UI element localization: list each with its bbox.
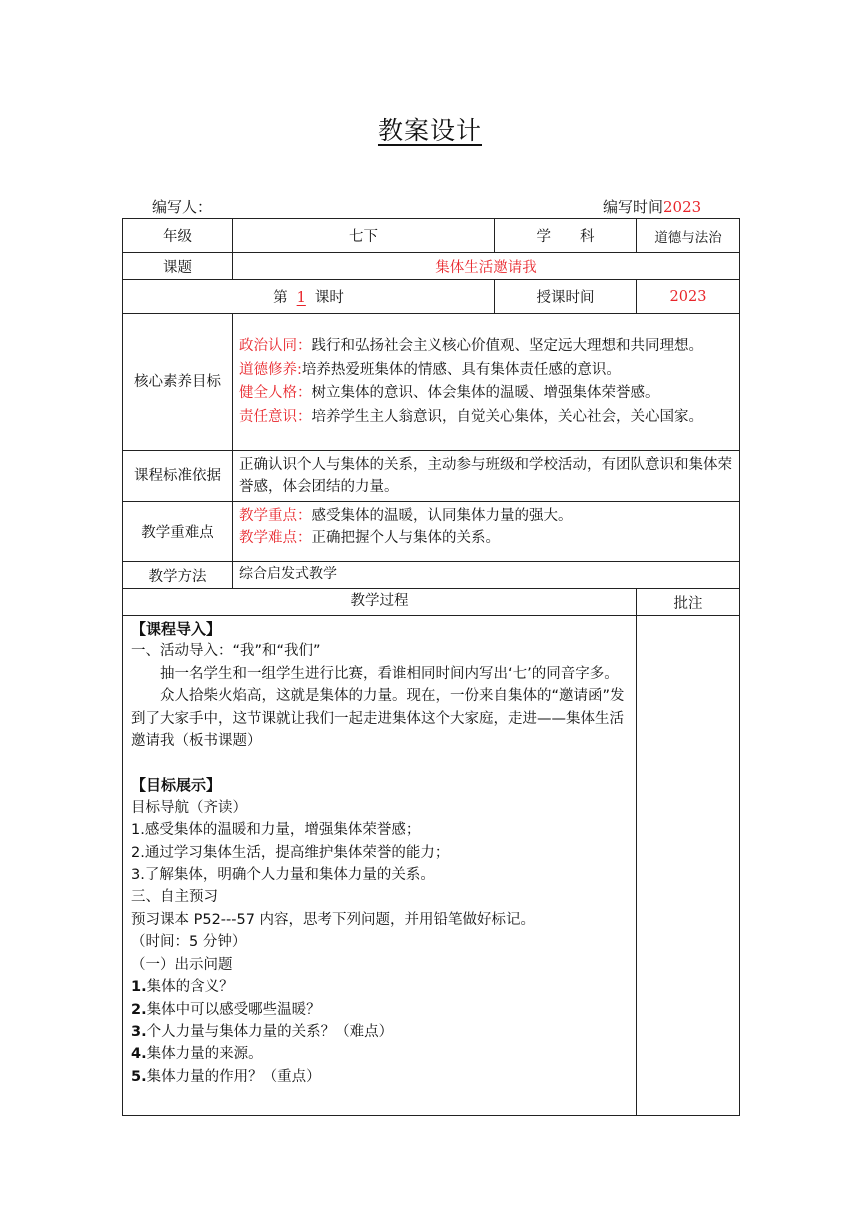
core-item-key: 责任意识：: [239, 408, 312, 425]
core-item: [239, 406, 733, 430]
goal-item: 3.了解集体，明确个人力量和集体力量的关系。: [131, 867, 435, 884]
difficulty-label: 教学难点：: [239, 530, 312, 546]
grade-label: 年级: [123, 219, 233, 253]
lesson-row: [123, 280, 740, 314]
goal-item: 1.感受集体的温暖和力量，增强集体荣誉感；: [131, 822, 421, 839]
question-number: 4.: [131, 1046, 147, 1063]
topic-value: 集体生活邀请我: [233, 253, 740, 280]
author-label: 编写人：: [152, 198, 213, 216]
key-point-label: 教学重点：: [239, 508, 312, 524]
core-item: [239, 359, 733, 383]
date-value: 2023: [663, 198, 702, 216]
key-point-text: 感受集体的温暖，认同集体力量的强大。: [311, 508, 573, 524]
goal-item: 2.通过学习集体生活，提高维护集体荣誉的能力；: [131, 844, 450, 861]
intro-paragraph: 抽一名学生和一组学生进行比赛，看谁相同时间内写出‘七’的同音字多。: [160, 665, 619, 682]
keypoints-row: [123, 502, 740, 562]
date-field: [603, 196, 701, 217]
keypoints-content: [233, 502, 740, 562]
notes-cell: [637, 616, 740, 1116]
question-item: [131, 976, 628, 998]
core-item-key: 健全人格：: [239, 385, 312, 401]
notes-label: 批注: [637, 589, 740, 616]
key-point: [239, 505, 733, 527]
subject-label: 学 科: [495, 219, 637, 253]
questions-heading: （一）出示问题: [131, 956, 233, 973]
core-row: [123, 314, 740, 451]
core-label: 核心素养目标: [123, 314, 233, 451]
question-item: [131, 1021, 628, 1043]
question-text: 集体的含义？: [146, 979, 234, 996]
question-number: 3.: [131, 1023, 147, 1040]
intro-paragraph: 众人拾柴火焰高，这就是集体的力量。现在，一份来自集体的“邀请函”发到了大家手中，这节课就让我们一起走进集体这个大家庭，走进——集体生活邀请我（板书课题）: [131, 688, 625, 750]
date-label: 编写时间: [603, 198, 664, 216]
core-item-text: 培养热爱班集体的情感、具有集体责任感的意识。: [301, 361, 621, 378]
lesson-number: 1: [296, 290, 306, 306]
question-number: 2.: [131, 1001, 147, 1018]
preview-time: （时间：5 分钟）: [131, 934, 247, 951]
page-title: 教案设计: [377, 116, 482, 145]
core-item: [239, 382, 733, 406]
method-row: [123, 562, 740, 589]
teach-time-value: 2023: [637, 280, 740, 314]
core-item: [239, 335, 733, 359]
question-item: [131, 1043, 628, 1065]
standard-row: [123, 451, 740, 502]
question-text: 集体力量的作用？（重点）: [146, 1068, 321, 1085]
question-text: 集体中可以感受哪些温暖？: [146, 1001, 321, 1018]
standard-text: 正确认识个人与集体的关系，主动参与班级和学校活动，有团队意识和集体荣誉感，体会团结的力量。: [233, 451, 740, 502]
subject-value: 道德与法治: [637, 219, 740, 253]
preview-heading: 三、自主预习: [131, 889, 218, 906]
process-body-row: [123, 616, 740, 1116]
preview-text: 预习课本 P52---57 内容，思考下列问题，并用铅笔做好标记。: [131, 911, 536, 928]
lesson-suffix: 课时: [314, 290, 344, 306]
question-number: 5.: [131, 1068, 147, 1085]
topic-row: [123, 253, 740, 280]
question-item: [131, 1066, 628, 1088]
process-header-row: [123, 589, 740, 616]
method-label: 教学方法: [123, 562, 233, 589]
difficulty-point: [239, 527, 733, 549]
lesson-plan-table: [122, 218, 740, 1116]
process-label: 教学过程: [123, 589, 637, 616]
question-number: 1.: [131, 979, 147, 996]
core-content: [233, 314, 740, 451]
standard-label: 课程标准依据: [123, 451, 233, 502]
core-item-text: 培养学生主人翁意识，自觉关心集体，关心社会，关心国家。: [311, 408, 703, 425]
goal-heading: 【目标展示】: [131, 776, 222, 795]
intro-subheading: 一、活动导入：“我”和“我们”: [131, 643, 321, 660]
keypoints-label: 教学重难点: [123, 502, 233, 562]
core-item-text: 践行和弘扬社会主义核心价值观、坚定远大理想和共同理想。: [311, 338, 703, 354]
intro-heading: 【课程导入】: [131, 620, 222, 638]
difficulty-text: 正确把握个人与集体的关系。: [311, 530, 500, 546]
process-content: [123, 616, 637, 1116]
grade-row: [123, 219, 740, 253]
core-item-key: 政治认同：: [239, 338, 312, 354]
core-item-key: 道德修养:: [239, 361, 302, 378]
question-text: 个人力量与集体力量的关系？（难点）: [146, 1023, 394, 1040]
core-item-text: 树立集体的意识、体会集体的温暖、增强集体荣誉感。: [311, 385, 660, 401]
goal-nav: 目标导航（齐读）: [131, 799, 247, 816]
question-text: 集体力量的来源。: [146, 1046, 263, 1063]
lesson-prefix: 第: [273, 290, 288, 306]
teach-time-label: 授课时间: [495, 280, 637, 314]
method-value: 综合启发式教学: [233, 562, 740, 589]
grade-value: 七下: [233, 219, 495, 253]
lesson-number-cell: [123, 280, 495, 314]
topic-label: 课题: [123, 253, 233, 280]
question-item: [131, 999, 628, 1021]
